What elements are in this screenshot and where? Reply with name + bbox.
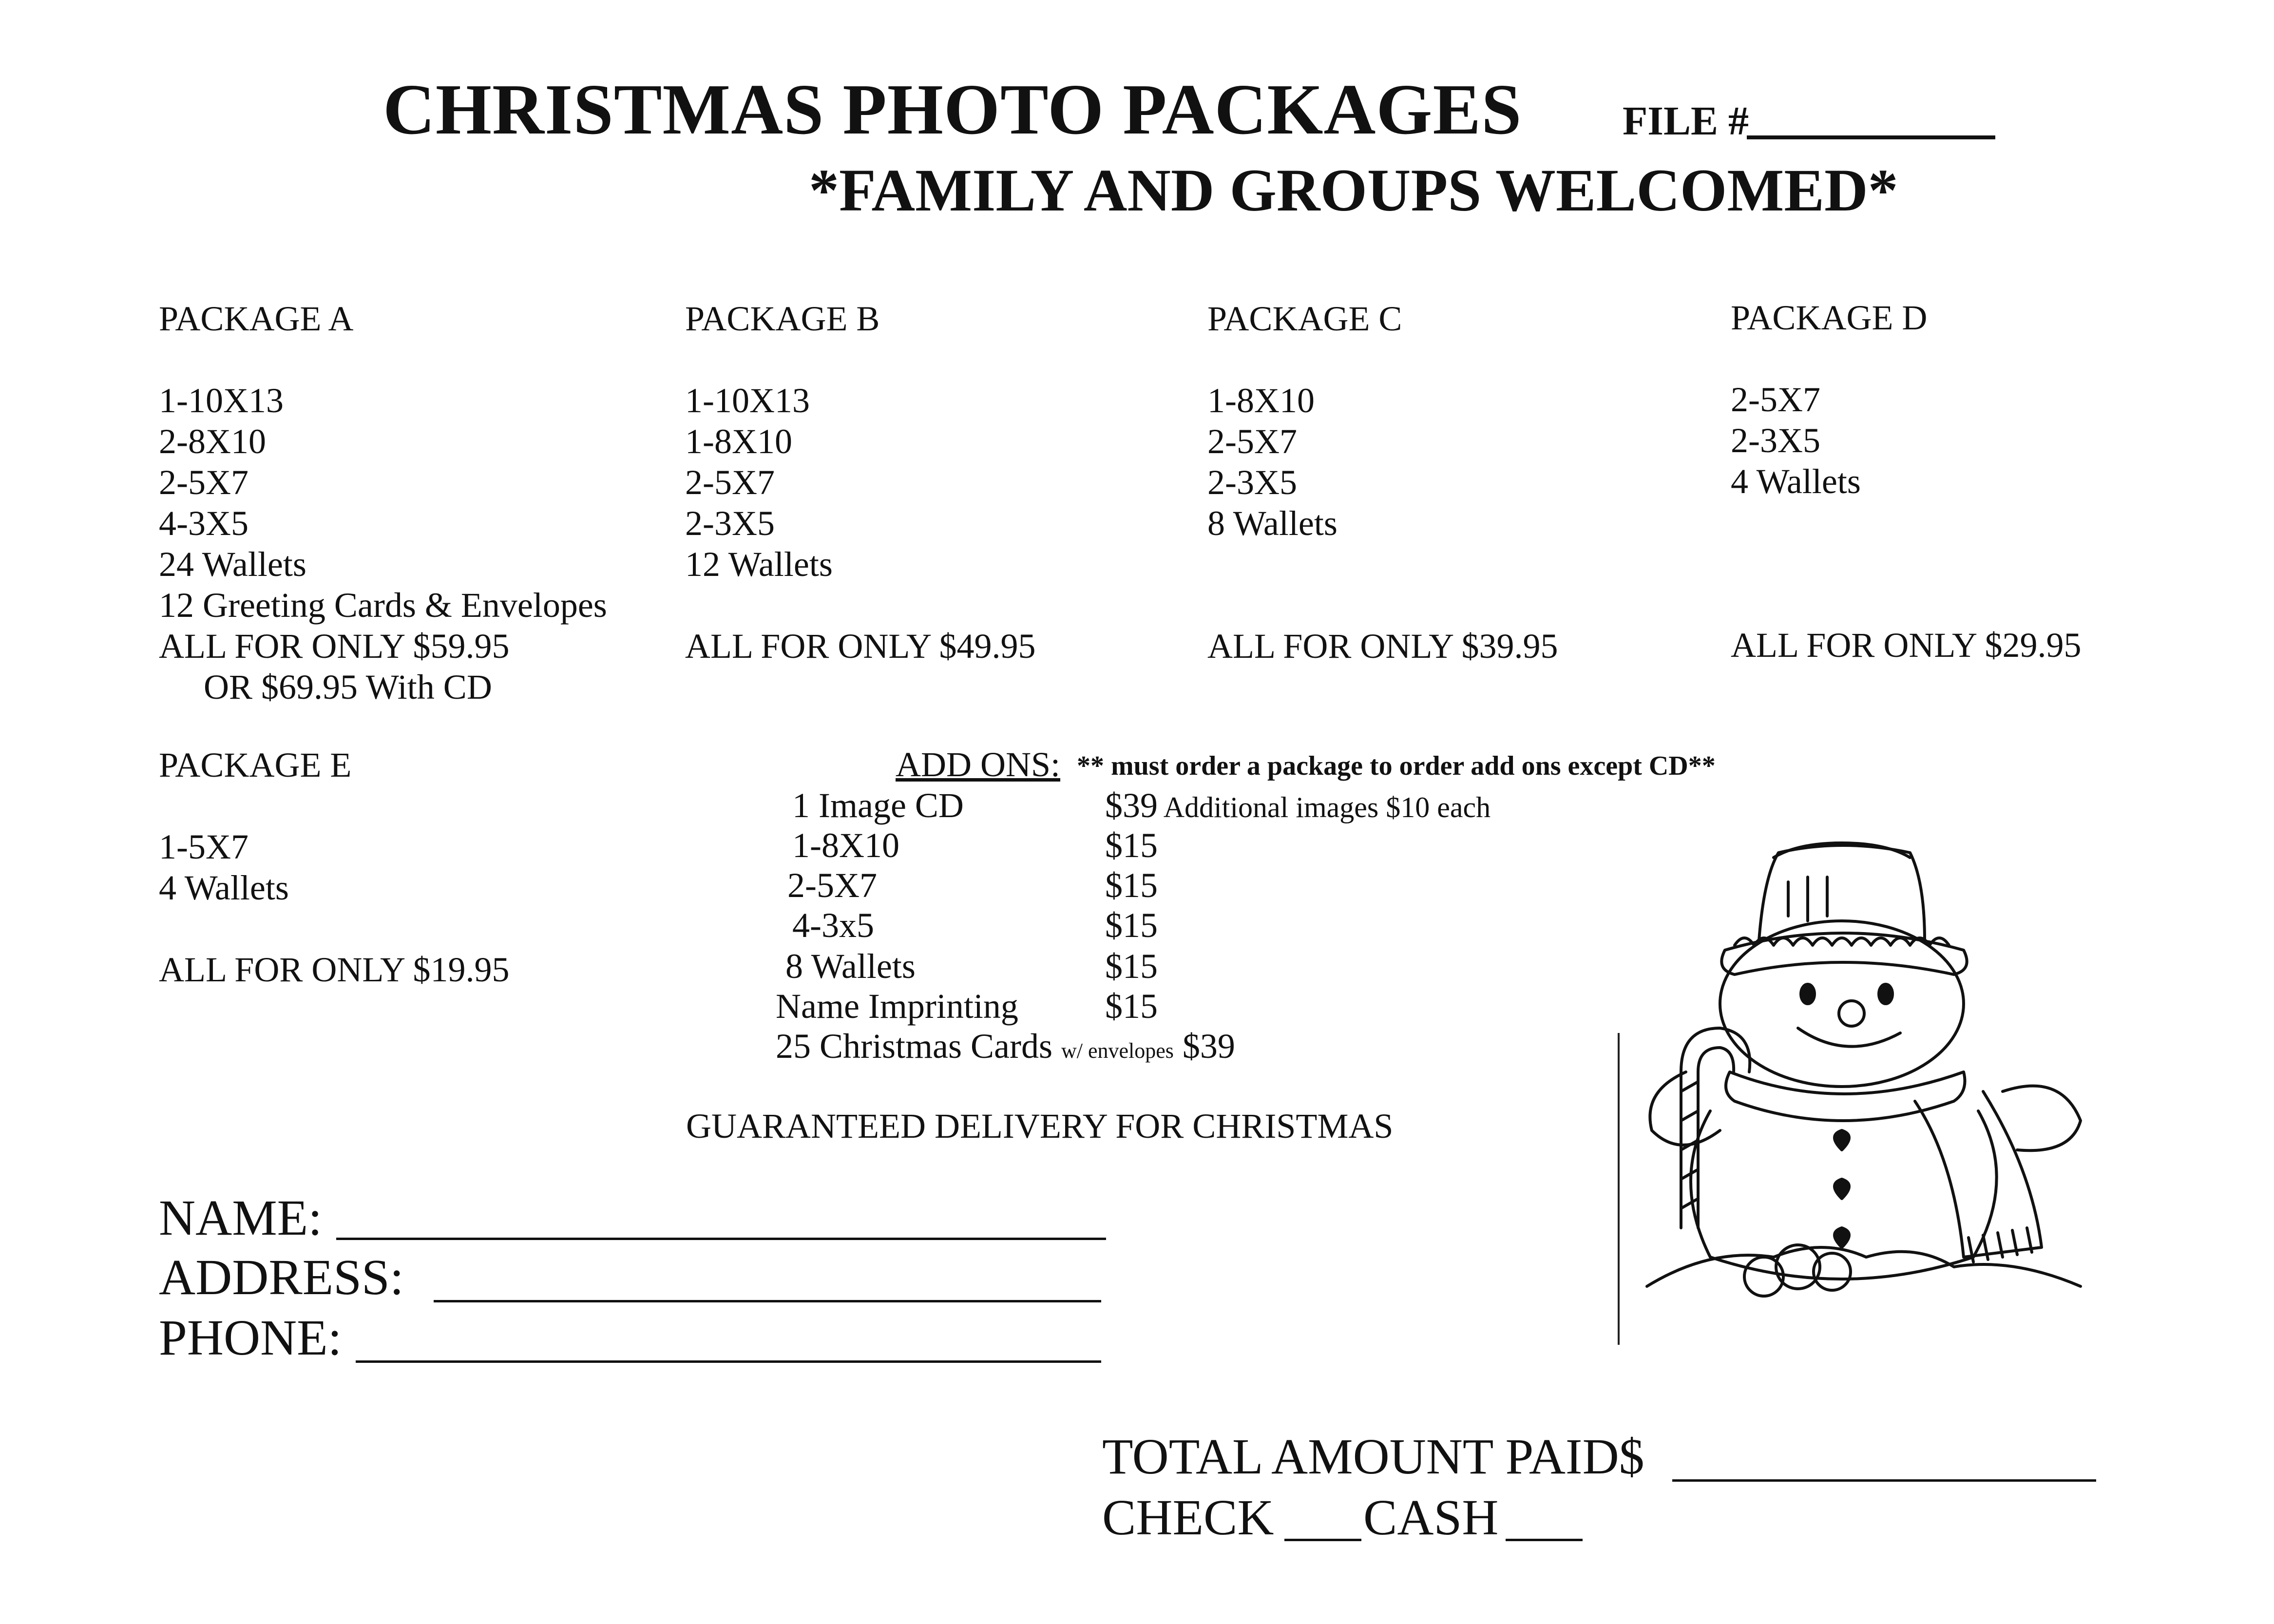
phone-label: PHONE:	[159, 1310, 342, 1366]
page-subtitle: *FAMILY AND GROUPS WELCOMED*	[809, 157, 1898, 224]
total-amount-field[interactable]	[1672, 1479, 2096, 1482]
package-spacer	[1731, 543, 2081, 584]
package-spacer	[1207, 585, 1558, 626]
package-price: ALL FOR ONLY $49.95	[685, 627, 1036, 666]
package-e	[159, 745, 509, 990]
address-label: ADDRESS:	[159, 1249, 404, 1305]
package-price: ALL FOR ONLY $19.95	[159, 950, 510, 989]
addon-name: 2-5X7	[787, 866, 877, 905]
name-field[interactable]	[336, 1238, 1106, 1240]
delivery-notice: GUARANTEED DELIVERY FOR CHRISTMAS	[686, 1107, 1394, 1146]
package-item: 1-5X7	[159, 827, 248, 866]
check-field[interactable]	[1284, 1539, 1361, 1541]
package-name: PACKAGE E	[159, 745, 352, 784]
addon-price: $15	[1105, 947, 1158, 986]
package-item: 2-3X5	[685, 504, 775, 543]
addon-name: 1-8X10	[792, 826, 899, 865]
package-item: 2-5X7	[1207, 422, 1297, 461]
package-b	[685, 298, 1035, 667]
snowman-illustration	[1613, 819, 2105, 1374]
package-item: 1-8X10	[685, 422, 792, 461]
package-c	[1207, 298, 1558, 667]
addon-price: $39 Additional images $10 each	[1105, 786, 1491, 825]
total-amount-label: TOTAL AMOUNT PAID$	[1102, 1429, 1644, 1485]
package-name: PACKAGE C	[1207, 299, 1402, 338]
package-item: 4 Wallets	[1731, 462, 1861, 501]
package-item: 2-3X5	[1207, 463, 1297, 502]
package-price: ALL FOR ONLY $39.95	[1207, 627, 1558, 666]
addon-name: Name Imprinting	[776, 987, 1018, 1026]
addons-heading: ADD ONS:	[896, 745, 1061, 784]
package-item: 2-8X10	[159, 422, 266, 461]
package-item: 12 Greeting Cards & Envelopes	[159, 586, 607, 625]
addon-name-text: 25 Christmas Cards	[776, 1027, 1052, 1066]
package-item: 2-5X7	[1731, 380, 1820, 419]
addon-price: $15	[1105, 866, 1158, 905]
package-item: 1-10X13	[159, 381, 284, 420]
package-price: ALL FOR ONLY $29.95	[1731, 626, 2082, 665]
package-spacer	[1207, 544, 1558, 585]
package-a	[159, 298, 607, 707]
addon-name-suffix: w/ envelopes	[1061, 1039, 1174, 1063]
package-item: 4 Wallets	[159, 868, 289, 907]
package-spacer	[685, 585, 1035, 626]
package-name: PACKAGE B	[685, 299, 880, 338]
package-item: 8 Wallets	[1207, 504, 1338, 543]
addon-price: $15	[1105, 826, 1158, 865]
page-title: CHRISTMAS PHOTO PACKAGES	[383, 70, 1522, 150]
package-item: 24 Wallets	[159, 545, 306, 584]
addon-name: 8 Wallets	[785, 947, 916, 986]
addon-price: $15	[1105, 906, 1158, 945]
package-spacer	[1731, 502, 2081, 543]
package-item: 2-5X7	[685, 463, 775, 502]
package-item: 2-5X7	[159, 463, 248, 502]
addon-price: $15	[1105, 987, 1158, 1026]
phone-field[interactable]	[356, 1360, 1101, 1363]
addon-price-text: Additional images $10 each	[1158, 791, 1491, 823]
addon-name: 1 Image CD	[792, 786, 964, 825]
check-label: CHECK	[1102, 1490, 1274, 1546]
package-item: 1-10X13	[685, 381, 810, 420]
package-item: 1-8X10	[1207, 381, 1315, 420]
package-spacer	[1731, 584, 2081, 625]
file-number-label: FILE #	[1623, 98, 1749, 144]
addon-price: $39	[1182, 1027, 1235, 1066]
package-item: 12 Wallets	[685, 545, 833, 584]
package-d	[1731, 297, 2081, 666]
addon-name	[776, 1026, 1235, 1067]
name-label: NAME:	[159, 1190, 323, 1246]
package-name: PACKAGE A	[159, 299, 354, 338]
package-item: 2-3X5	[1731, 421, 1820, 460]
addons-note: ** must order a package to order add ons except CD**	[1077, 751, 1716, 781]
address-field[interactable]	[434, 1300, 1101, 1302]
addon-name: 4-3x5	[792, 906, 874, 945]
package-name: PACKAGE D	[1731, 298, 1928, 337]
file-number-field[interactable]	[1747, 135, 1995, 139]
package-spacer	[159, 908, 509, 949]
package-alt-price: OR $69.95 With CD	[204, 668, 492, 707]
package-price: ALL FOR ONLY $59.95	[159, 627, 510, 666]
package-item: 4-3X5	[159, 504, 248, 543]
cash-label: CASH	[1363, 1490, 1499, 1546]
cash-field[interactable]	[1506, 1539, 1583, 1541]
